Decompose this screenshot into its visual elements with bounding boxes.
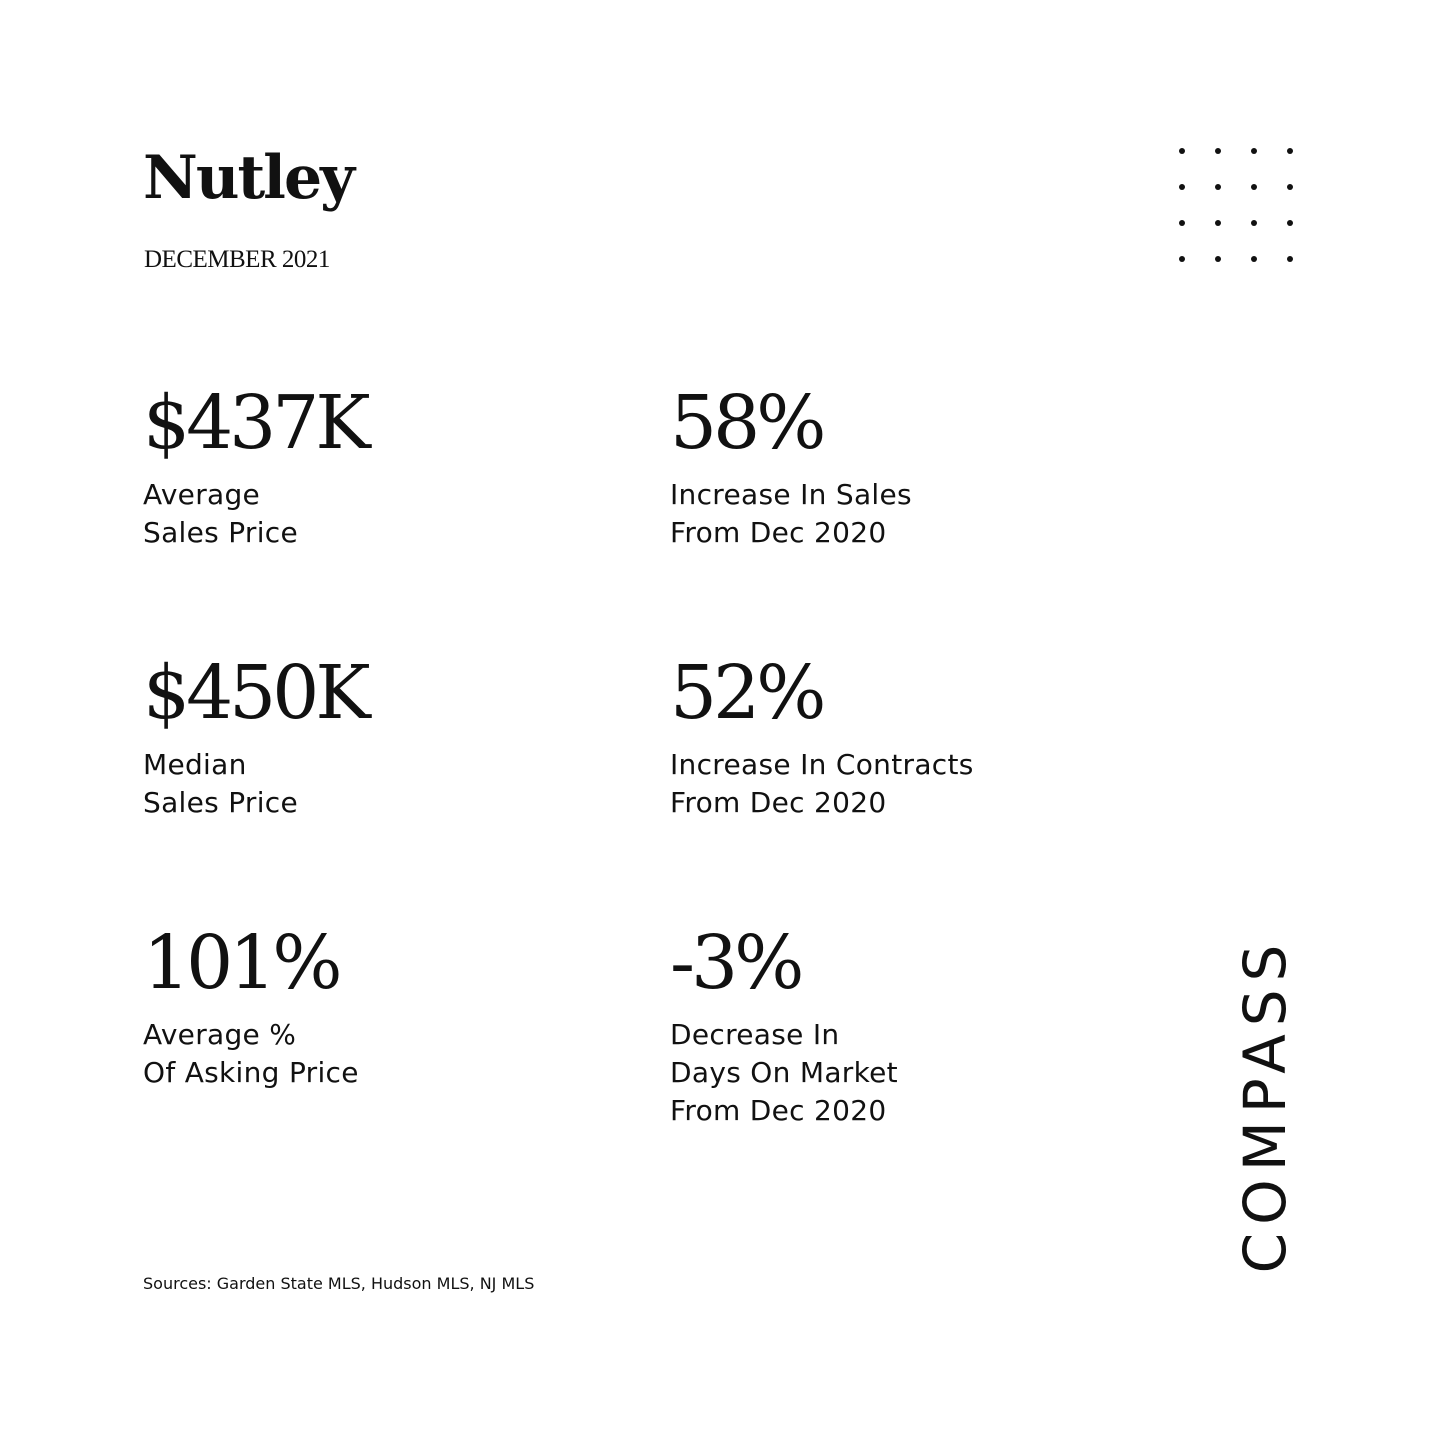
- dot: [1179, 220, 1185, 226]
- dot: [1287, 220, 1293, 226]
- stat-label-line: Days On Market: [670, 1056, 898, 1089]
- stat-days-on-market: [670, 920, 898, 1130]
- decorative-dot-grid: [1172, 140, 1302, 270]
- stat-label-line: Of Asking Price: [143, 1056, 359, 1089]
- dot: [1251, 256, 1257, 262]
- stat-increase-in-sales: [670, 380, 912, 552]
- dot: [1179, 148, 1185, 154]
- dot: [1251, 184, 1257, 190]
- dot: [1215, 220, 1221, 226]
- stat-label-line: Increase In Contracts: [670, 748, 974, 781]
- report-date: DECEMBER 2021: [144, 246, 330, 273]
- stat-label: [143, 1016, 359, 1092]
- stat-label-line: Sales Price: [143, 516, 299, 549]
- compass-logo: COMPASS: [1231, 936, 1299, 1274]
- stat-increase-in-contracts: [670, 650, 974, 822]
- sources-footnote: Sources: Garden State MLS, Hudson MLS, NJ MLS: [143, 1274, 535, 1293]
- stat-label-line: Decrease In: [670, 1018, 840, 1051]
- stat-value: 58%: [670, 380, 823, 466]
- stat-label-line: Increase In Sales: [670, 478, 912, 511]
- stat-label-line: From Dec 2020: [670, 786, 887, 819]
- stat-value: 101%: [143, 920, 339, 1006]
- dot: [1251, 148, 1257, 154]
- dot: [1287, 148, 1293, 154]
- stat-label: [670, 476, 912, 552]
- dot: [1287, 184, 1293, 190]
- dot: [1215, 256, 1221, 262]
- stat-value: $437K: [143, 380, 367, 466]
- dot: [1179, 184, 1185, 190]
- dot: [1287, 256, 1293, 262]
- stat-label: [670, 746, 974, 822]
- dot: [1215, 184, 1221, 190]
- stat-average-sales-price: [143, 380, 367, 552]
- stat-label: [143, 476, 367, 552]
- stat-label-line: From Dec 2020: [670, 1094, 887, 1127]
- stat-value: -3%: [670, 920, 801, 1006]
- dot: [1179, 256, 1185, 262]
- stat-value: 52%: [670, 650, 823, 736]
- stat-label: [143, 746, 367, 822]
- dot: [1215, 148, 1221, 154]
- stat-label-line: Average: [143, 478, 261, 511]
- stat-average-of-asking-price: [143, 920, 359, 1092]
- stat-value: $450K: [143, 650, 367, 736]
- stat-label: [670, 1016, 898, 1130]
- page-title: Nutley: [143, 143, 354, 213]
- stat-median-sales-price: [143, 650, 367, 822]
- stat-label-line: From Dec 2020: [670, 516, 887, 549]
- stat-label-line: Median: [143, 748, 247, 781]
- stat-label-line: Average %: [143, 1018, 297, 1051]
- stat-label-line: Sales Price: [143, 786, 299, 819]
- dot: [1251, 220, 1257, 226]
